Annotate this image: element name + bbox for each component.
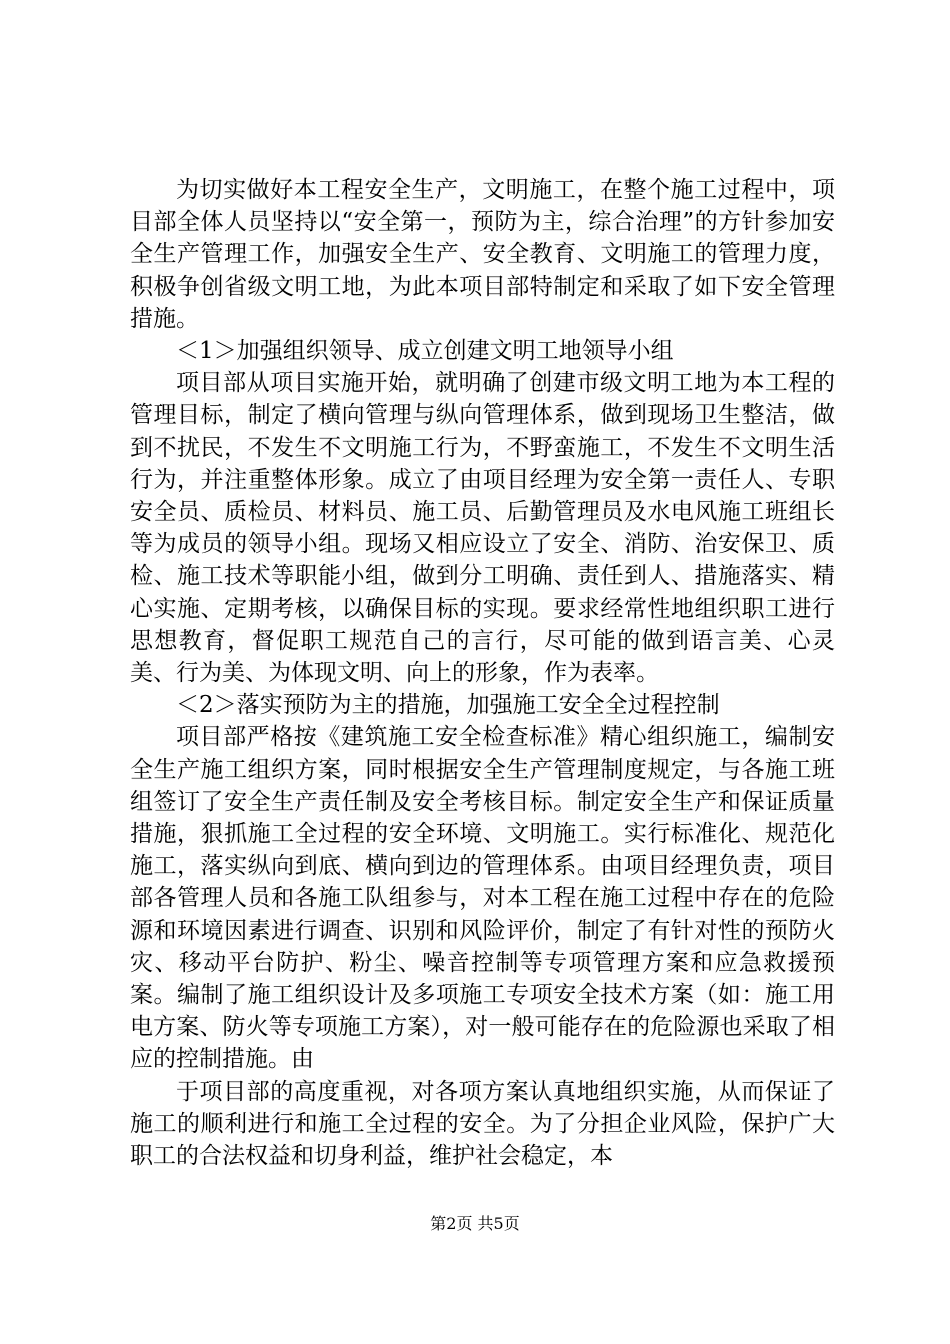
paragraph-intro: 为切实做好本工程安全生产，文明施工，在整个施工过程中，项目部全体人员坚持以“安全第一，预防为主，综合治理”的方针参加安全生产管理工作，加强安全生产、安全教育、文明施工的管理力度，积极争创省级文明工地，为此本项目部特制定和采取了如下安全管理措施。 (130, 177, 835, 332)
section-heading-2: ＜2＞落实预防为主的措施，加强施工安全全过程控制 (176, 692, 720, 719)
section-heading-1: ＜1＞加强组织领导、成立创建文明工地领导小组 (176, 338, 674, 365)
document-body (130, 174, 835, 1172)
paragraph-prevention: 项目部严格按《建筑施工安全检查标准》精心组织施工，编制安全生产施工组织方案，同时根据安全生产管理制度规定，与各施工班组签订了安全生产责任制及安全考核目标。制定安全生产和保证质量措施，狠抓施工全过程的安全环境、文明施工。实行标准化、规范化施工，落实纵向到底、横向到边的管理体系。由项目经理负责，项目部各管理人员和各施工队组参与，对本工程在施工过程中存在的危险源和环境因素进行调查、识别和风险评价，制定了有针对性的预防火灾、移动平台防护、粉尘、噪音控制等专项管理方案和应急救援预案。编制了施工组织设计及多项施工专项安全技术方案（如：施工用电方案、防火等专项施工方案），对一般可能存在的危险源也采取了相应的控制措施。由 (130, 724, 835, 1073)
page-number-footer: 第2页 共5页 (430, 1214, 520, 1233)
paragraph-continuation: 于项目部的高度重视，对各项方案认真地组织实施，从而保证了施工的顺利进行和施工全过程的安全。为了分担企业风险，保护广大职工的合法权益和切身利益，维护社会稳定，本 (130, 1078, 835, 1170)
paragraph-organization: 项目部从项目实施开始，就明确了创建市级文明工地为本工程的管理目标，制定了横向管理与纵向管理体系，做到现场卫生整洁，做到不扰民，不发生不文明施工行为，不野蛮施工，不发生不文明生活行为，并注重整体形象。成立了由项目经理为安全第一责任人、专职安全员、质检员、材料员、施工员、后勤管理员及水电风施工班组长等为成员的领导小组。现场又相应设立了安全、消防、治安保卫、质检、施工技术等职能小组，做到分工明确、责任到人、措施落实、精心实施、定期考核，以确保目标的实现。要求经常性地组织职工进行思想教育，督促职工规范自己的言行，尽可能的做到语言美、心灵美、行为美、为体现文明、向上的形象，作为表率。 (130, 370, 835, 687)
